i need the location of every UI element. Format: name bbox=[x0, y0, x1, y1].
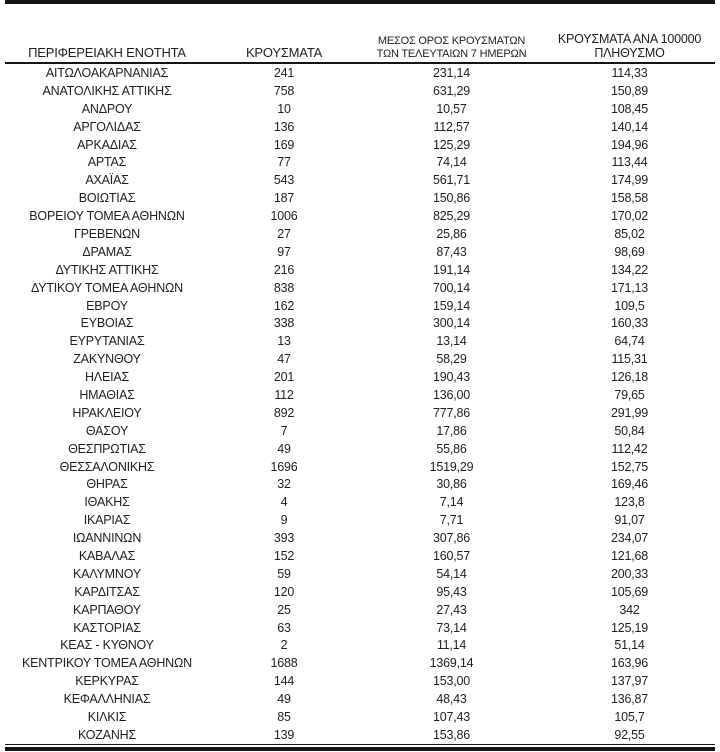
cell-cases: 2 bbox=[280, 638, 288, 653]
cell-cases: 27 bbox=[277, 226, 291, 241]
cell-7day-average: 112,57 bbox=[433, 119, 470, 134]
cell-cases: 13 bbox=[277, 334, 291, 349]
table-row bbox=[5, 529, 715, 547]
cell-cases-per-100000: 79,65 bbox=[614, 387, 645, 402]
cell-7day-average: 191,14 bbox=[432, 262, 471, 277]
cell-region-name: ΔΥΤΙΚΗΣ ΑΤΤΙΚΗΣ bbox=[55, 262, 159, 277]
cell-7day-average: 107,43 bbox=[432, 710, 471, 724]
cell-cases-per-100000: 291,99 bbox=[610, 405, 649, 420]
cell-region-name: ΚΕΦΑΛΛΗΝΙΑΣ bbox=[63, 692, 151, 707]
cell-region-name: ΗΜΑΘΙΑΣ bbox=[79, 387, 135, 402]
cell-7day-average: 136,00 bbox=[432, 387, 471, 402]
cell-7day-average: 153,86 bbox=[432, 727, 471, 742]
cell-cases: 85 bbox=[277, 710, 291, 724]
table-row bbox=[5, 261, 715, 279]
cell-7day-average: 7,71 bbox=[439, 513, 464, 528]
cell-cases-per-100000: 163,96 bbox=[610, 656, 649, 671]
column-header-per100k-line1: ΚΡΟΥΣΜΑΤΑ ΑΝΑ 100000 bbox=[557, 32, 702, 46]
cell-7day-average: 190,43 bbox=[432, 370, 471, 385]
table-row bbox=[5, 153, 715, 171]
cell-7day-average: 777,86 bbox=[432, 405, 471, 420]
cell-cases-per-100000: 50,84 bbox=[614, 423, 645, 438]
cell-region-name: ΑΡΚΑΔΙΑΣ bbox=[77, 137, 137, 152]
cell-region-name: ΘΕΣΣΑΛΟΝΙΚΗΣ bbox=[59, 459, 155, 474]
cell-7day-average: 11,14 bbox=[436, 638, 467, 653]
cell-7day-average: 27,43 bbox=[436, 602, 467, 617]
cell-region-name: ΔΡΑΜΑΣ bbox=[82, 244, 132, 259]
cell-cases-per-100000: 200,33 bbox=[610, 566, 649, 581]
cell-region-name: ΑΙΤΩΛΟΑΚΑΡΝΑΝΙΑΣ bbox=[45, 65, 169, 80]
cell-cases-per-100000: 342 bbox=[619, 602, 640, 617]
cell-region-name: ΘΕΣΠΡΩΤΙΑΣ bbox=[68, 441, 146, 456]
cell-cases-per-100000: 98,69 bbox=[614, 244, 645, 259]
cell-7day-average: 631,29 bbox=[432, 83, 471, 98]
cell-cases: 187 bbox=[273, 191, 295, 206]
cell-cases: 241 bbox=[273, 65, 295, 80]
table-row bbox=[5, 637, 715, 655]
cell-7day-average: 231,14 bbox=[432, 65, 471, 80]
cell-7day-average: 87,43 bbox=[436, 244, 467, 259]
cell-7day-average: 1369,14 bbox=[429, 656, 474, 671]
table-row bbox=[5, 404, 715, 422]
cell-region-name: ΚΑΛΥΜΝΟΥ bbox=[73, 566, 141, 581]
column-header-avg7-line1: ΜΕΣΟΣ ΟΡΟΣ ΚΡΟΥΣΜΑΤΩΝ bbox=[377, 35, 526, 47]
cell-cases: 97 bbox=[277, 244, 291, 259]
cell-cases: 4 bbox=[280, 495, 288, 510]
table-row bbox=[5, 64, 715, 82]
cell-region-name: ΒΟΡΕΙΟΥ ΤΟΜΕΑ ΑΘΗΝΩΝ bbox=[29, 209, 185, 224]
cell-7day-average: 10,57 bbox=[436, 101, 467, 116]
cell-7day-average: 73,14 bbox=[436, 620, 467, 635]
cell-cases: 49 bbox=[277, 441, 291, 456]
cell-7day-average: 160,57 bbox=[432, 548, 471, 563]
cell-cases-per-100000: 234,07 bbox=[610, 531, 649, 546]
table-row bbox=[5, 493, 715, 511]
cell-7day-average: 1519,29 bbox=[429, 459, 474, 474]
cell-region-name: ΙΘΑΚΗΣ bbox=[84, 495, 130, 510]
table-row bbox=[5, 189, 715, 207]
cell-cases-per-100000: 114,33 bbox=[611, 65, 648, 80]
cell-cases-per-100000: 150,89 bbox=[610, 83, 649, 98]
cell-region-name: ΚΟΖΑΝΗΣ bbox=[77, 727, 137, 742]
cell-7day-average: 48,43 bbox=[436, 692, 467, 707]
cell-7day-average: 150,86 bbox=[432, 191, 471, 206]
cell-cases: 1006 bbox=[270, 209, 298, 224]
cell-7day-average: 700,14 bbox=[432, 280, 471, 295]
table-row bbox=[5, 368, 715, 386]
cell-cases-per-100000: 125,19 bbox=[610, 620, 649, 635]
cell-cases-per-100000: 85,02 bbox=[614, 226, 645, 241]
cell-region-name: ΑΡΓΟΛΙΔΑΣ bbox=[73, 119, 141, 134]
table-row bbox=[5, 225, 715, 243]
cell-region-name: ΗΡΑΚΛΕΙΟΥ bbox=[72, 405, 142, 420]
cell-region-name: ΘΗΡΑΣ bbox=[86, 477, 128, 492]
cell-cases-per-100000: 105,69 bbox=[610, 584, 649, 599]
table-row bbox=[5, 690, 715, 708]
cell-cases: 112 bbox=[274, 387, 294, 402]
cell-region-name: ΙΩΑΝΝΙΝΩΝ bbox=[72, 531, 142, 546]
cell-7day-average: 55,86 bbox=[436, 441, 467, 456]
cell-7day-average: 561,71 bbox=[432, 173, 471, 188]
cell-region-name: ΚΑΣΤΟΡΙΑΣ bbox=[73, 620, 141, 635]
cell-region-name: ΗΛΕΙΑΣ bbox=[84, 370, 130, 385]
cell-cases: 838 bbox=[273, 280, 295, 295]
cell-cases: 393 bbox=[273, 531, 295, 546]
table-row bbox=[5, 386, 715, 404]
table-row bbox=[5, 100, 715, 118]
cell-cases: 49 bbox=[277, 692, 291, 707]
table-row bbox=[5, 332, 715, 350]
cell-cases-per-100000: 108,45 bbox=[610, 101, 649, 116]
cell-cases-per-100000: 126,18 bbox=[610, 370, 649, 385]
cell-7day-average: 58,29 bbox=[436, 352, 467, 367]
cell-cases: 7 bbox=[280, 423, 288, 438]
cell-7day-average: 17,86 bbox=[436, 423, 467, 438]
table-row bbox=[5, 314, 715, 332]
cell-7day-average: 74,14 bbox=[436, 155, 467, 170]
cell-cases-per-100000: 158,58 bbox=[610, 191, 649, 206]
cell-cases-per-100000: 136,87 bbox=[610, 692, 649, 707]
cell-cases: 10 bbox=[277, 101, 291, 116]
table-row bbox=[5, 708, 715, 726]
table-row bbox=[5, 583, 715, 601]
table-row bbox=[5, 475, 715, 493]
cell-region-name: ΚΕΝΤΡΙΚΟΥ ΤΟΜΕΑ ΑΘΗΝΩΝ bbox=[22, 656, 192, 671]
table-row bbox=[5, 547, 715, 565]
cell-cases-per-100000: 121,68 bbox=[610, 548, 649, 563]
bottom-rule-thick bbox=[5, 747, 715, 751]
cell-cases-per-100000: 123,8 bbox=[614, 495, 645, 510]
cell-region-name: ΑΝΑΤΟΛΙΚΗΣ ΑΤΤΙΚΗΣ bbox=[42, 83, 172, 98]
cell-cases: 139 bbox=[273, 727, 295, 742]
cell-cases-per-100000: 113,44 bbox=[611, 155, 648, 170]
table-row bbox=[5, 136, 715, 154]
cell-cases-per-100000: 137,97 bbox=[610, 674, 649, 689]
cell-cases: 120 bbox=[273, 584, 295, 599]
cell-region-name: ΑΡΤΑΣ bbox=[87, 155, 127, 170]
cell-7day-average: 307,86 bbox=[432, 531, 471, 546]
table-row bbox=[5, 601, 715, 619]
table-row bbox=[5, 350, 715, 368]
cell-7day-average: 825,29 bbox=[432, 209, 471, 224]
cell-region-name: ΙΚΑΡΙΑΣ bbox=[83, 513, 131, 528]
cell-cases-per-100000: 91,07 bbox=[614, 513, 645, 528]
cell-cases-per-100000: 92,55 bbox=[614, 727, 645, 742]
cell-region-name: ΘΑΣΟΥ bbox=[85, 423, 129, 438]
cell-cases-per-100000: 152,75 bbox=[610, 459, 649, 474]
table-row bbox=[5, 619, 715, 637]
table-row bbox=[5, 726, 715, 744]
table-row bbox=[5, 422, 715, 440]
table-row bbox=[5, 207, 715, 225]
cell-7day-average: 7,14 bbox=[439, 495, 464, 510]
column-header-per100k-line2: ΠΛΗΘΥΣΜΟ bbox=[594, 46, 665, 60]
table-header-row bbox=[5, 4, 715, 64]
cell-cases: 892 bbox=[273, 405, 295, 420]
cell-region-name: ΒΟΙΩΤΙΑΣ bbox=[78, 191, 136, 206]
cell-cases: 201 bbox=[273, 370, 295, 385]
cell-cases-per-100000: 51,14 bbox=[614, 638, 645, 653]
cell-7day-average: 54,14 bbox=[436, 566, 467, 581]
column-header-per100k bbox=[544, 32, 715, 60]
cell-7day-average: 153,00 bbox=[432, 674, 471, 689]
table-row bbox=[5, 243, 715, 261]
cell-cases-per-100000: 170,02 bbox=[610, 209, 649, 224]
cell-cases-per-100000: 174,99 bbox=[610, 173, 649, 188]
cell-region-name: ΕΥΒΟΙΑΣ bbox=[80, 316, 134, 331]
cell-region-name: ΚΕΡΚΥΡΑΣ bbox=[75, 674, 139, 689]
cell-region-name: ΓΡΕΒΕΝΩΝ bbox=[73, 226, 141, 241]
table-row bbox=[5, 458, 715, 476]
cell-cases-per-100000: 112,42 bbox=[611, 441, 648, 456]
table-row bbox=[5, 672, 715, 690]
cell-7day-average: 30,86 bbox=[436, 477, 467, 492]
cell-cases-per-100000: 169,46 bbox=[610, 477, 649, 492]
table-row bbox=[5, 440, 715, 458]
cell-7day-average: 25,86 bbox=[436, 226, 467, 241]
column-header-avg7 bbox=[359, 35, 544, 60]
cell-region-name: ΑΝΔΡΟΥ bbox=[81, 101, 133, 116]
cell-cases: 152 bbox=[273, 548, 295, 563]
cell-region-name: ΕΒΡΟΥ bbox=[86, 298, 128, 313]
cell-7day-average: 125,29 bbox=[432, 137, 471, 152]
column-header-region: ΠΕΡΙΦΕΡΕΙΑΚΗ ΕΝΟΤΗΤΑ bbox=[28, 45, 186, 60]
cell-7day-average: 95,43 bbox=[436, 584, 467, 599]
table-row bbox=[5, 297, 715, 315]
cell-cases: 758 bbox=[273, 83, 295, 98]
table-row bbox=[5, 82, 715, 100]
cell-region-name: ΖΑΚΥΝΘΟΥ bbox=[73, 352, 141, 367]
cell-cases: 59 bbox=[277, 566, 291, 581]
column-header-cases: ΚΡΟΥΣΜΑΤΑ bbox=[245, 45, 323, 60]
table-row bbox=[5, 279, 715, 297]
table-row bbox=[5, 654, 715, 672]
cell-cases-per-100000: 194,96 bbox=[610, 137, 649, 152]
cell-cases-per-100000: 115,31 bbox=[611, 352, 648, 367]
cell-7day-average: 159,14 bbox=[432, 298, 471, 313]
cell-cases: 1688 bbox=[270, 656, 298, 671]
cell-cases: 543 bbox=[273, 173, 295, 188]
column-header-avg7-line2: ΤΩΝ ΤΕΛΕΥΤΑΙΩΝ 7 ΗΜΕΡΩΝ bbox=[376, 47, 527, 60]
cell-cases: 169 bbox=[273, 137, 295, 152]
cell-cases: 216 bbox=[273, 262, 295, 277]
cell-region-name: ΚΑΒΑΛΑΣ bbox=[78, 548, 136, 563]
cell-cases-per-100000: 160,33 bbox=[610, 316, 649, 331]
cell-cases: 25 bbox=[277, 602, 291, 617]
cell-cases: 144 bbox=[273, 674, 295, 689]
cell-region-name: ΚΙΛΚΙΣ bbox=[87, 710, 127, 724]
table-row bbox=[5, 118, 715, 136]
cell-cases-per-100000: 134,22 bbox=[610, 262, 649, 277]
cell-region-name: ΚΕΑΣ - ΚΥΘΝΟΥ bbox=[60, 638, 154, 653]
cell-cases: 1696 bbox=[270, 459, 298, 474]
cell-7day-average: 13,14 bbox=[436, 334, 467, 349]
cell-region-name: ΑΧΑΪΑΣ bbox=[85, 173, 129, 188]
cell-region-name: ΚΑΡΔΙΤΣΑΣ bbox=[74, 584, 140, 599]
cell-region-name: ΕΥΡΥΤΑΝΙΑΣ bbox=[69, 334, 145, 349]
cell-cases-per-100000: 171,13 bbox=[610, 280, 649, 295]
cell-cases: 338 bbox=[273, 316, 295, 331]
cell-region-name: ΔΥΤΙΚΟΥ ΤΟΜΕΑ ΑΘΗΝΩΝ bbox=[30, 280, 184, 295]
cell-cases: 47 bbox=[277, 352, 291, 367]
table-row bbox=[5, 511, 715, 529]
cell-cases: 9 bbox=[280, 513, 288, 528]
cell-cases-per-100000: 109,5 bbox=[614, 298, 645, 313]
table-row bbox=[5, 171, 715, 189]
cell-cases-per-100000: 64,74 bbox=[614, 334, 645, 349]
cell-cases: 77 bbox=[277, 155, 291, 170]
table-body bbox=[5, 64, 715, 744]
cell-cases-per-100000: 105,7 bbox=[614, 710, 645, 724]
cell-7day-average: 300,14 bbox=[432, 316, 471, 331]
cell-region-name: ΚΑΡΠΑΘΟΥ bbox=[73, 602, 141, 617]
cell-cases: 136 bbox=[273, 119, 295, 134]
cell-cases-per-100000: 140,14 bbox=[610, 119, 649, 134]
cell-cases: 162 bbox=[273, 298, 295, 313]
cell-cases: 32 bbox=[277, 477, 291, 492]
table-row bbox=[5, 565, 715, 583]
cell-cases: 63 bbox=[277, 620, 291, 635]
